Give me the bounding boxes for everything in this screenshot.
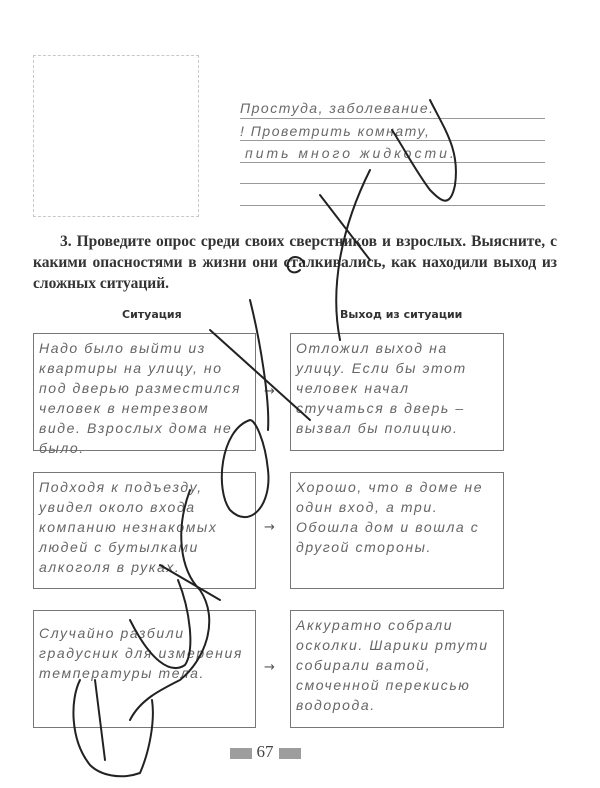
rule-line [240,162,545,163]
rule-line [240,183,545,184]
rule-line [240,118,545,119]
rule-line [240,140,545,141]
situation-cell: Подходя к подъезду, увидел около входа компанию незнакомых людей с бутылками алкоголя в руках. [33,472,256,589]
column-header-situation: Ситуация [122,308,182,321]
page-marker [230,748,252,759]
solution-cell: Хорошо, что в доме не один вход, а три. Обошла дом и вошла с другой стороны. [290,472,504,589]
situation-cell: Надо было выйти из квартиры на улицу, но под дверью разместился человек в нетрезвом виде. Взрослых дома не было. [33,333,256,451]
arrow-icon: → [264,660,275,675]
rule-line [240,205,545,206]
arrow-icon: → [264,384,275,399]
solution-cell: Аккуратно собрали осколки. Шарики ртути собирали ватой, смоченной перекисью водорода. [290,610,504,728]
arrow-icon: → [264,520,275,535]
task-text: 3. Проведите опрос среди своих сверстников и взрослых. Выясните, с какими опасностями в жизни они сталкивались, как находили выход из сложных ситуаций. [33,233,557,292]
page-marker [279,748,301,759]
handwritten-line: ! Проветрить комнату, [240,123,431,139]
situation-cell: Случайно разбили градусник для измерения температуры тела. [33,610,256,728]
solution-cell: Отложил выход на улицу. Если бы этот человек начал стучаться в дверь – вызвал бы полицию. [290,333,504,451]
handwritten-line: Простуда, заболевание. [240,100,435,116]
drawing-area [33,55,199,217]
column-header-solution: Выход из ситуации [340,308,463,321]
page-number [0,742,530,762]
page-number-text: 67 [256,742,274,761]
handwritten-line: пить много жидкости. [245,145,457,161]
